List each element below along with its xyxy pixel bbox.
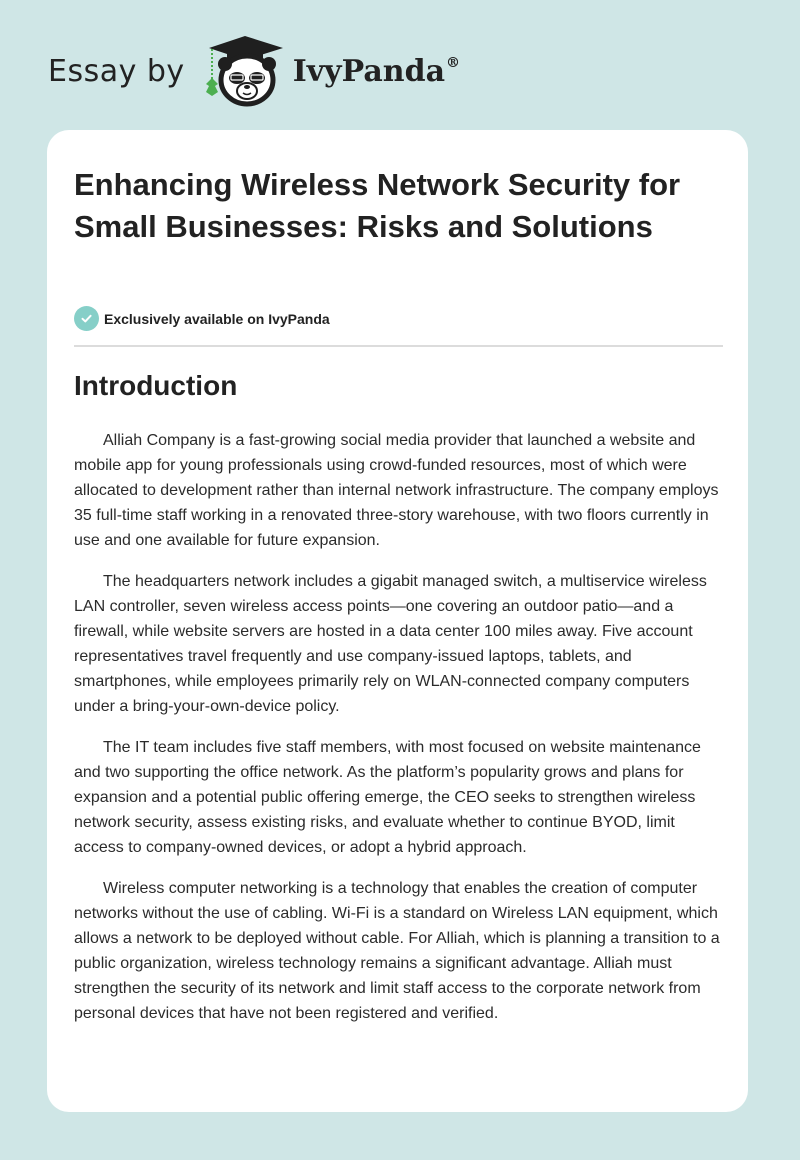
essay-card — [47, 130, 748, 1112]
essay-by-label: Essay by — [48, 53, 185, 89]
registered-mark: ® — [446, 54, 461, 71]
exclusive-badge — [74, 306, 330, 331]
section-heading-introduction: Introduction — [74, 370, 238, 401]
paragraph: The headquarters network includes a gigabit managed switch, a multiservice wireless LAN controller, seven wireless access points—one covering an outdoor patio—and a firewall, while website servers are hosted in a data center 100 miles away. Five account representatives travel frequently and use company-issued laptops, tablets, and smartphones, while employees primarily rely on WLAN-connected company computers under a bring-your-own-device policy. — [74, 573, 707, 715]
section-body-introduction — [74, 428, 726, 1042]
exclusive-badge-text: Exclusively available on IvyPanda — [104, 310, 330, 327]
essay-title: Enhancing Wireless Network Security for Small Businesses: Risks and Solutions — [74, 167, 681, 244]
paragraph: Alliah Company is a fast-growing social media provider that launched a website and mobile app for young professionals using crowd-funded resources, most of which were allocated to development rather than internal network infrastructure. The company employs 35 full-time staff working in a renovated three-story warehouse, with two floors currently in use and one available for future expansion. — [74, 432, 719, 549]
site-header — [48, 34, 460, 108]
paragraph: The IT team includes five staff members, with most focused on website maintenance and two supporting the office network. As the platform’s popularity grows and plans for expansion and a potential public offering emerge, the CEO seeks to strengthen wireless network security, assess existing risks, and evaluate whether to continue BYOD, limit access to company-owned devices, or adopt a hybrid approach. — [74, 739, 701, 856]
panda-graduation-cap-icon[interactable] — [203, 34, 287, 108]
check-circle-icon — [74, 306, 99, 331]
title-divider — [74, 345, 723, 347]
brand-name: IvyPanda — [292, 53, 446, 89]
brand-logo-text[interactable] — [293, 54, 460, 89]
paragraph: Wireless computer networking is a technology that enables the creation of computer networks without the use of cabling. Wi-Fi is a standard on Wireless LAN equipment, which allows a network to be deployed without cable. For Alliah, which is planning a transition to a public organization, wireless technology remains a significant advantage. Alliah must strengthen the security of its network and limit staff access to the corporate network from personal devices that have not been registered and verified. — [74, 880, 720, 1022]
